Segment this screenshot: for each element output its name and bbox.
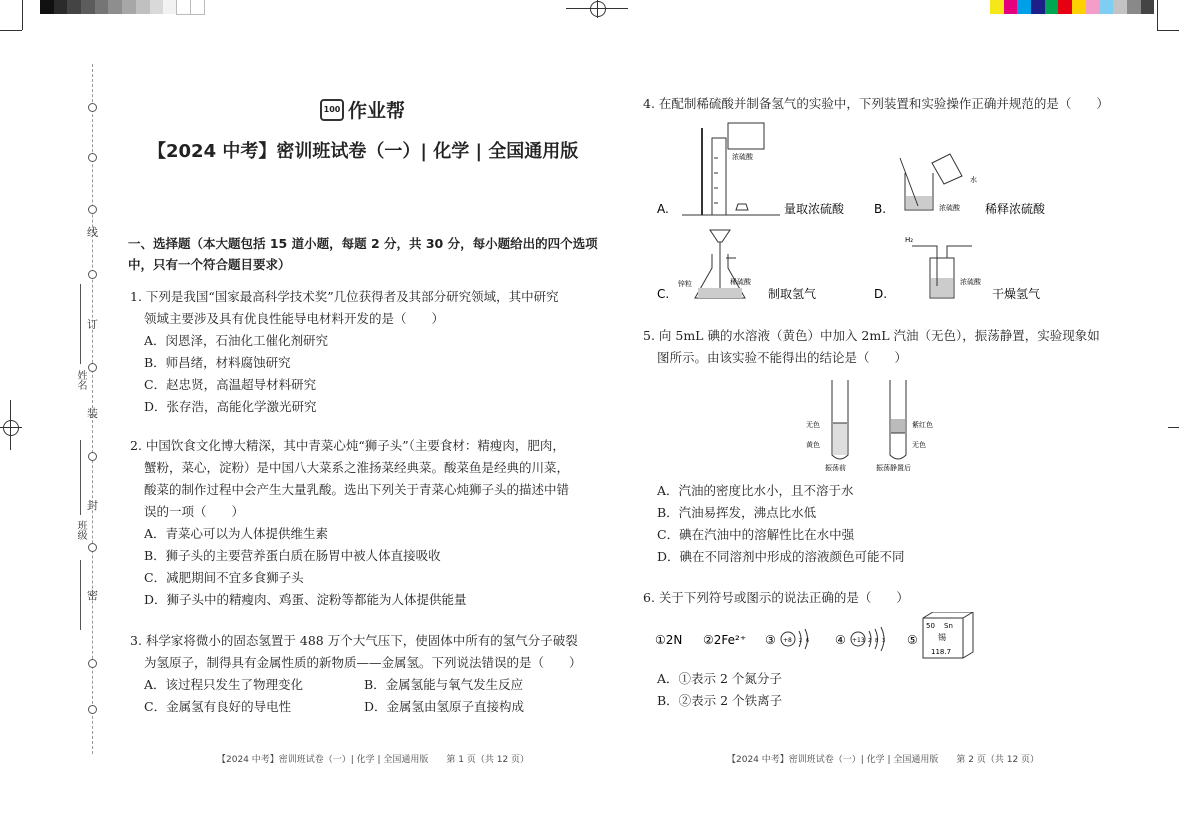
binding-hole-icon	[88, 452, 97, 461]
aluminium-atom-diagram	[851, 627, 885, 651]
svg-text:锌粒: 锌粒	[678, 280, 692, 288]
svg-text:6: 6	[806, 638, 810, 644]
q5-stem-2: 图所示。由该实验不能得出的结论是（ ）	[657, 350, 908, 365]
calibration-swatch	[1017, 0, 1031, 14]
svg-text:+8: +8	[783, 637, 792, 644]
svg-text:3: 3	[882, 638, 886, 644]
q1-option-d[interactable]: D．张存浩，高能化学激光研究	[144, 399, 317, 414]
q3-option-b[interactable]: B．金属氢能与氧气发生反应	[364, 677, 524, 692]
q6-item-4: ④	[835, 633, 846, 647]
seal-char-mi: 密	[87, 589, 98, 602]
calibration-swatch	[163, 0, 177, 14]
q4-fig-b-letter: B.	[874, 202, 887, 216]
question-6	[643, 587, 1113, 609]
q2-stem-2: 蟹粉，菜心，淀粉）是中国八大菜系之淮扬菜经典菜。酸菜鱼是经典的川菜，	[144, 460, 570, 475]
calibration-swatch	[81, 0, 95, 14]
q6-option-b[interactable]: B．②表示 2 个铁离子	[657, 693, 783, 708]
svg-text:浓硫酸: 浓硫酸	[939, 204, 960, 212]
logo-text: 作业帮	[348, 100, 406, 122]
q5-option-c[interactable]: C．碘在汽油中的溶解性比在水中强	[657, 527, 855, 542]
q6-item-5: ⑤	[907, 633, 918, 647]
q6-symbols	[655, 612, 985, 664]
student-name-field[interactable]	[80, 284, 81, 364]
svg-text:118.7: 118.7	[931, 648, 952, 656]
calibration-swatch	[150, 0, 164, 14]
svg-text:振荡前: 振荡前	[825, 464, 846, 472]
question-6-options	[643, 668, 1113, 712]
svg-text:+13: +13	[852, 637, 865, 644]
q4-fig-a[interactable]	[657, 123, 845, 216]
calibration-swatch	[54, 0, 68, 14]
crop-mark	[1168, 427, 1179, 428]
calibration-swatch	[1072, 0, 1086, 14]
q5-option-a[interactable]: A．汽油的密度比水小，且不溶于水	[657, 483, 854, 498]
q2-stem-3: 酸菜的制作过程中会产生大量乳酸。选出下列关于青菜心炖狮子头的描述中错	[144, 482, 570, 497]
binding-hole-icon	[88, 363, 97, 372]
calibration-swatch	[1086, 0, 1100, 14]
calibration-swatch	[95, 0, 109, 14]
q2-option-a[interactable]: A．青菜心可以为人体提供维生素	[144, 526, 329, 541]
q2-option-d[interactable]: D．狮子头中的精瘦肉、鸡蛋、淀粉等都能为人体提供能量	[144, 592, 467, 607]
q4-fig-a-caption: 量取浓硫酸	[784, 202, 845, 216]
q2-stem-1: 2. 中国饮食文化博大精深，其中青菜心炖“狮子头”（主要食材：精瘦肉，肥肉，	[130, 438, 565, 453]
calibration-swatch	[1031, 0, 1045, 14]
q4-fig-d-letter: D.	[874, 287, 888, 301]
svg-text:无色: 无色	[912, 441, 926, 449]
q1-option-b[interactable]: B．师昌绪，材料腐蚀研究	[144, 355, 291, 370]
q5-figure	[800, 375, 960, 475]
question-3	[130, 630, 600, 718]
svg-text:锡: 锡	[938, 633, 946, 642]
q3-option-c[interactable]: C．金属氢有良好的导电性	[144, 699, 292, 714]
blank-field[interactable]	[80, 560, 81, 630]
svg-text:紫红色: 紫红色	[912, 421, 933, 429]
q2-stem-4: 误的一项（ ）	[144, 504, 245, 519]
calibration-swatch	[1100, 0, 1114, 14]
svg-text:振荡静置后: 振荡静置后	[876, 464, 911, 472]
q6-item-3: ③	[765, 633, 776, 647]
q4-fig-d[interactable]	[874, 236, 1040, 301]
seal-char-ding: 订	[87, 318, 98, 331]
registration-target-icon	[590, 1, 606, 17]
crop-mark	[22, 0, 23, 30]
registration-target-icon	[3, 420, 19, 436]
q1-option-c[interactable]: C．赵忠贤，高温超导材料研究	[144, 377, 317, 392]
calibration-swatch	[136, 0, 150, 14]
svg-text:黄色: 黄色	[806, 441, 820, 449]
class-field[interactable]	[80, 440, 81, 515]
svg-text:浓硫酸: 浓硫酸	[732, 153, 753, 161]
crop-mark	[1157, 30, 1179, 31]
q6-item-2: ②2Fe²⁺	[703, 633, 747, 647]
page-title: 【2024 中考】密训班试卷（一）| 化学 | 全国通用版	[148, 141, 579, 162]
calibration-swatch	[108, 0, 122, 14]
seal-char-zhuang: 装	[87, 407, 98, 420]
q3-option-a[interactable]: A．该过程只发生了物理变化	[144, 677, 304, 692]
q4-fig-b-caption: 稀释浓硫酸	[985, 202, 1046, 216]
q4-figures	[650, 118, 1070, 308]
calibration-swatch	[191, 0, 205, 14]
question-4	[643, 93, 1113, 115]
question-5-options	[643, 480, 1113, 568]
svg-text:稀硫酸: 稀硫酸	[730, 278, 751, 286]
svg-text:2: 2	[868, 638, 872, 644]
q4-stem: 4. 在配制稀硫酸并制备氢气的实验中，下列装置和实验操作正确并规范的是（ ）	[643, 96, 1109, 111]
calibration-swatch	[1058, 0, 1072, 14]
q1-stem-2: 领域主要涉及具有优良性能导电材料开发的是（ ）	[144, 311, 445, 326]
logo-badge-icon: 100	[320, 99, 344, 121]
binding-hole-icon	[88, 205, 97, 214]
svg-text:水: 水	[970, 176, 977, 184]
svg-text:H₂: H₂	[905, 236, 914, 244]
calibration-swatch	[67, 0, 81, 14]
q5-option-b[interactable]: B．汽油易挥发，沸点比水低	[657, 505, 817, 520]
seal-char-feng: 封	[87, 499, 98, 512]
svg-text:浓硫酸: 浓硫酸	[960, 278, 981, 286]
q5-option-d[interactable]: D．碘在不同溶剂中形成的溶液颜色可能不同	[657, 549, 905, 564]
binding-hole-icon	[88, 270, 97, 279]
color-calibration-bar	[990, 0, 1154, 14]
q4-fig-c[interactable]	[657, 230, 816, 301]
svg-text:无色: 无色	[806, 421, 820, 429]
test-tube-after	[876, 380, 933, 472]
calibration-swatch	[177, 0, 191, 14]
gray-calibration-bar	[40, 0, 204, 14]
calibration-swatch	[122, 0, 136, 14]
calibration-swatch	[1045, 0, 1059, 14]
q3-stem-2: 为氢原子，制得具有金属性质的新物质——金属氢。下列说法错误的是（ ）	[144, 655, 582, 670]
svg-text:50: 50	[926, 622, 935, 630]
q4-fig-b[interactable]	[874, 154, 1046, 216]
calibration-swatch	[990, 0, 1004, 14]
student-name-label: 姓名	[75, 370, 86, 390]
svg-text:Sn: Sn	[944, 622, 953, 630]
q6-stem: 6. 关于下列符号或图示的说法正确的是（ ）	[643, 590, 909, 605]
calibration-swatch	[1127, 0, 1141, 14]
q6-item-1: ①2N	[655, 633, 683, 647]
question-2	[130, 435, 600, 611]
q4-fig-c-caption: 制取氢气	[768, 287, 817, 301]
svg-text:2: 2	[799, 638, 803, 644]
svg-text:8: 8	[875, 638, 879, 644]
question-5	[643, 325, 1113, 369]
q1-stem-1: 1. 下列是我国“国家最高科学技术奖”几位获得者及其部分研究领域，其中研究	[130, 289, 559, 304]
q2-option-b[interactable]: B．狮子头的主要营养蛋白质在肠胃中被人体直接吸收	[144, 548, 441, 563]
tin-element-card	[923, 612, 973, 658]
binding-hole-icon	[88, 659, 97, 668]
crop-mark	[0, 30, 22, 31]
q4-fig-d-caption: 干燥氢气	[992, 287, 1041, 301]
q1-option-a[interactable]: A．闵恩泽，石油化工催化剂研究	[144, 333, 329, 348]
q4-fig-a-letter: A.	[657, 202, 669, 216]
q6-option-a[interactable]: A．①表示 2 个氮分子	[657, 671, 782, 686]
brand-logo	[320, 96, 405, 123]
q4-fig-c-letter: C.	[657, 287, 670, 301]
page-footer-right: 【2024 中考】密训班试卷（一）| 化学 | 全国通用版 第 2 页（共 12 页）	[727, 755, 1040, 765]
calibration-swatch	[1141, 0, 1155, 14]
binding-hole-icon	[88, 705, 97, 714]
calibration-swatch	[1113, 0, 1127, 14]
test-tube-before	[806, 380, 848, 472]
q2-option-c[interactable]: C．减肥期间不宜多食狮子头	[144, 570, 304, 585]
crop-mark	[1157, 0, 1158, 30]
binding-hole-icon	[88, 543, 97, 552]
binding-hole-icon	[88, 153, 97, 162]
binding-hole-icon	[88, 103, 97, 112]
q3-stem-1: 3. 科学家将微小的固态氢置于 488 万个大气压下，使固体中所有的氢气分子破裂	[130, 633, 578, 648]
calibration-swatch	[40, 0, 54, 14]
q5-stem-1: 5. 向 5mL 碘的水溶液（黄色）中加入 2mL 汽油（无色），振荡静置，实验现象如	[643, 328, 1100, 343]
q3-option-d[interactable]: D．金属氢由氢原子直接构成	[364, 699, 525, 714]
seal-char-xian: 线	[87, 226, 98, 239]
section-heading: 一、选择题（本大题包括 15 道小题，每题 2 分，共 30 分，每小题给出的四个选项中，只有一个符合题目要求）	[128, 236, 598, 272]
page-footer-left: 【2024 中考】密训班试卷（一）| 化学 | 全国通用版 第 1 页（共 12 页）	[217, 755, 530, 765]
calibration-swatch	[1004, 0, 1018, 14]
class-label: 班级	[75, 520, 86, 540]
oxygen-atom-diagram	[781, 629, 809, 649]
question-1	[130, 286, 600, 418]
